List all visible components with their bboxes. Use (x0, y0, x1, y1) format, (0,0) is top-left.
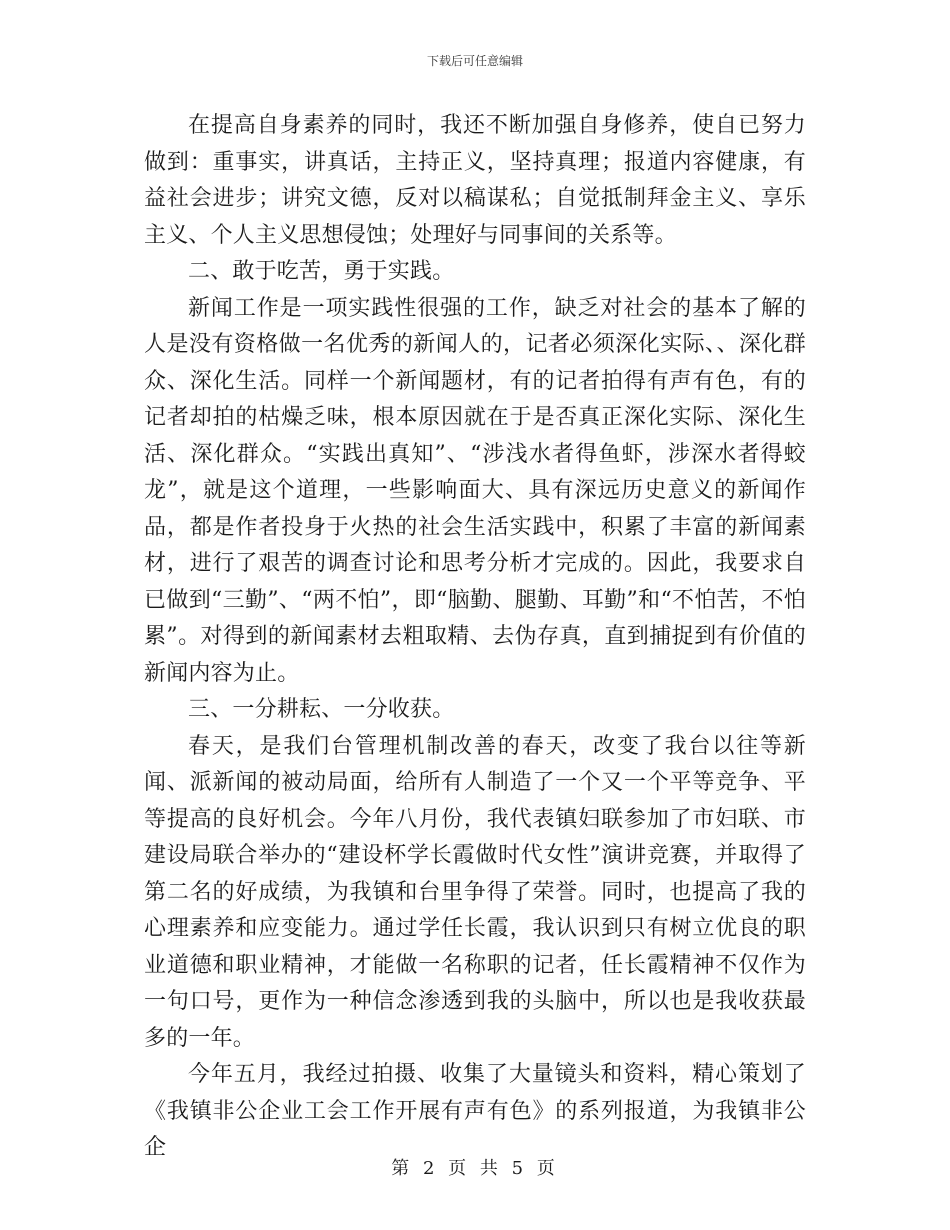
page-number: 第 2 页 共 5 页 (391, 1158, 559, 1179)
section-heading-hardship: 二、敢于吃苦，勇于实践。 (188, 259, 455, 284)
page-header-note: 下载后可任意编辑 (426, 54, 523, 68)
paragraph-practice: 新闻工作是一项实践性很强的工作，缺乏对社会的基本了解的人是没有资格做一名优秀的新闻人的，记者必须深化实际、、深化群众、深化生活。同样一个新闻题材，有的记者拍得有声有色，有的记者却拍的枯燥乏味，根本原因就在于是否真正深化实际、深化生活、深化群众。“实践出真知”、“涉浅水者得鱼虾，涉深水者得蛟龙”，就是这个道理，一些影响面大、具有深远历史意义的新闻作品，都是作者投身于火热的社会生活实践中，积累了丰富的新闻素材，进行了艰苦的调查讨论和思考分析才完成的。因此，我要求自已做到“三勤”、“两不怕”，即“脑勤、腿勤、耳勤”和“不怕苦，不怕累”。对得到的新闻素材去粗取精、去伪存真，直到捕捉到有价值的新闻内容为止。 (144, 295, 806, 686)
paragraph-self-cultivation: 在提高自身素养的同时，我还不断加强自身修养，使自已努力做到：重事实，讲真话，主持正义，坚持真理；报道内容健康，有益社会进步；讲究文德，反对以稿谋私；自觉抵制拜金主义、享乐主义、个人主义思想侵蚀；处理好与同事间的关系等。 (144, 113, 806, 248)
paragraph-spring: 春天，是我们台管理机制改善的春天，改变了我台以往等新闻、派新闻的被动局面，给所有人制造了一个又一个平等竞争、平等提高的良好机会。今年八月份，我代表镇妇联参加了市妇联、市建设局联合举办的“建设杯学长霞做时代女性”演讲竞赛，并取得了第二名的好成绩，为我镇和台里争得了荣誉。同时，也提高了我的心理素养和应变能力。通过学任长霞，我认识到只有树立优良的职业道德和职业精神，才能做一名称职的记者，任长霞精神不仅作为一句口号，更作为一种信念渗透到我的头脑中，所以也是我收获最多的一年。 (144, 733, 806, 1051)
document-body (144, 108, 806, 1167)
section-heading-harvest: 三、一分耕耘、一分收获。 (188, 697, 455, 722)
paragraph-may-report: 今年五月，我经过拍摄、收集了大量镜头和资料，精心策划了《我镇非公企业工会工作开展有声有色》的系列报道，为我镇非公企 (144, 1062, 806, 1160)
